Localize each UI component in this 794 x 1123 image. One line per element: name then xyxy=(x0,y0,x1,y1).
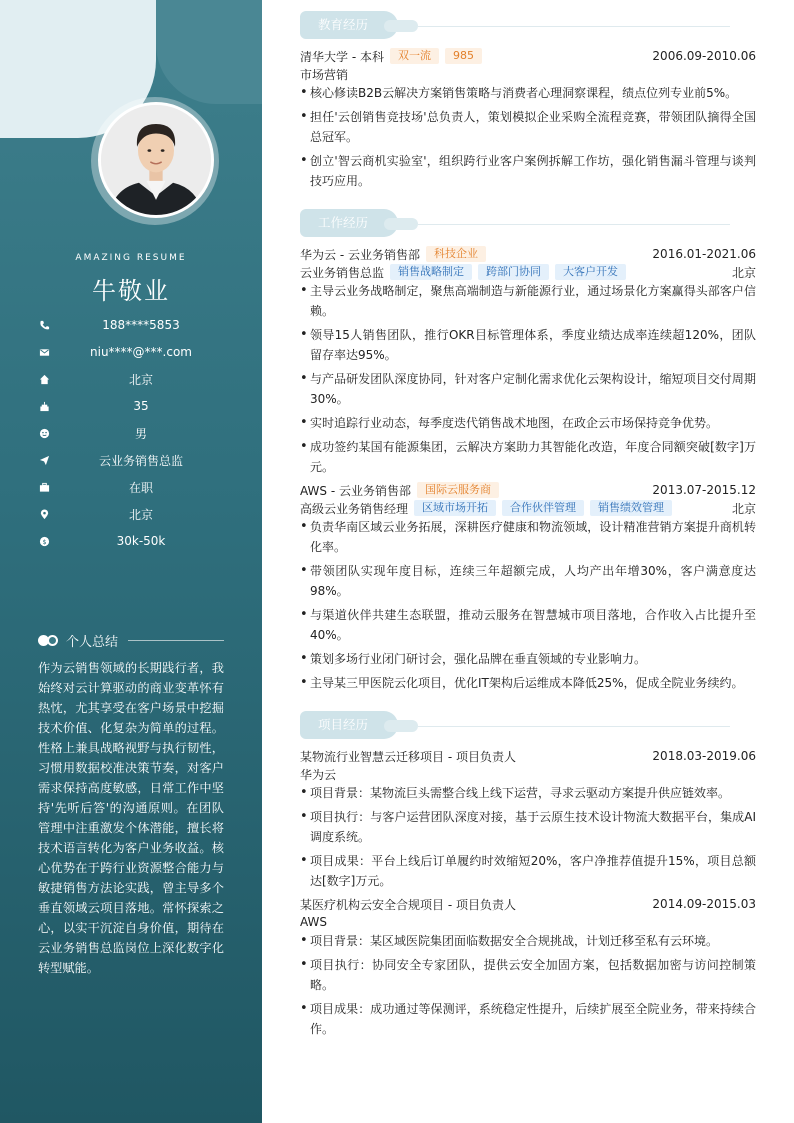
list-item: • 项目执行：与客户运营团队深度对接，基于云原生技术设计物流大数据平台，集成AI调度系统。 xyxy=(300,807,756,847)
company-name: 华为云 - 云业务销售部 xyxy=(300,247,420,262)
contact-salary xyxy=(38,532,228,550)
education-header xyxy=(300,47,756,65)
contact-phone xyxy=(38,316,228,334)
skill-tag: 区域市场开拓 xyxy=(414,500,496,516)
hometown-value: 北京 xyxy=(128,372,153,387)
phone-icon xyxy=(38,319,50,331)
list-item: • 与产品研发团队深度协同，针对客户定制化需求优化云架构设计，缩短项目交付周期30%。 xyxy=(300,369,756,409)
section-title: 项目经历 xyxy=(318,717,369,732)
divider xyxy=(128,640,224,641)
phone-value: 188****5853 xyxy=(102,318,180,332)
contact-location xyxy=(38,505,228,523)
contact-email xyxy=(38,343,228,361)
project-org-row xyxy=(300,765,756,783)
school-name: 清华大学 - 本科 xyxy=(300,49,384,64)
skill-tag: 跨部门协同 xyxy=(478,264,549,280)
candidate-name: 牛敬业 xyxy=(92,277,170,305)
company-name: AWS - 云业务销售部 xyxy=(300,483,411,498)
job-header xyxy=(300,245,756,263)
status-value: 在职 xyxy=(128,480,153,495)
list-item: • 负责华南区域云业务拓展，深耕医疗健康和物流领域，设计精准营销方案提升商机转化率。 xyxy=(300,517,756,557)
section-title: 工作经历 xyxy=(318,215,369,230)
skill-tag: 销售战略制定 xyxy=(390,264,472,280)
list-item: • 实时追踪行业动态，每季度迭代销售战术地图，在政企云市场保持竞争优势。 xyxy=(300,413,756,433)
list-item: • 主导云业务战略制定，聚焦高端制造与新能源行业，通过场景化方案赢得头部客户信赖。 xyxy=(300,281,756,321)
list-item: • 核心修读B2B云解决方案销售策略与消费者心理洞察课程，绩点位列专业前5%。 xyxy=(300,83,756,103)
project-bullets xyxy=(300,783,756,895)
job-city: 北京 xyxy=(731,265,756,280)
section-title: 教育经历 xyxy=(318,17,369,32)
list-item: • 与渠道伙伴共建生态联盟，推动云服务在智慧城市项目落地，合作收入占比提升至40%。 xyxy=(300,605,756,645)
education-major-row xyxy=(300,65,756,83)
list-item: • 创立'智云商机实验室'，组织跨行业客户案例拆解工作坊，强化销售漏斗管理与谈判技巧应用。 xyxy=(300,151,756,191)
list-item: • 成功签约某国有能源集团，云解决方案助力其智能化改造，年度合同额突破[数字]万元。 xyxy=(300,437,756,477)
section-heading-work xyxy=(300,209,730,237)
target-role-value: 云业务销售总监 xyxy=(98,453,183,468)
list-item: • 项目背景：某物流巨头需整合线上线下运营，寻求云驱动方案提升供应链效率。 xyxy=(300,783,756,803)
job-city: 北京 xyxy=(731,501,756,516)
school-tag: 985 xyxy=(445,48,482,64)
project-header xyxy=(300,747,756,765)
job-role: 云业务销售总监 xyxy=(300,265,385,280)
project-period: 2018.03-2019.06 xyxy=(652,749,756,763)
project-org: AWS xyxy=(300,915,328,929)
company-tag: 国际云服务商 xyxy=(417,482,499,498)
svg-text:$: $ xyxy=(41,537,47,546)
summary-text: 作为云销售领域的长期践行者，我始终对云计算驱动的商业变革怀有热忱，尤其享受在客户场景中挖掘技术价值、化复杂为简单的过程。性格上兼具战略视野与执行韧性，习惯用数据校准决策节奏，对客户需求保持高度敏感，日常工作中坚持'先听后答'的沟通原则。在团队管理中注重激发个体潜能，擅长将技术语言转化为客户业务收益。核心优势在于跨行业资源整合能力与敏捷销售方法论实践，曾主导多个垂直领域云项目落地。常怀探索之心，以实干沉淀自身价值，期待在云业务销售总监岗位上深化数字化转型赋能。 xyxy=(38,661,224,975)
education-period: 2006.09-2010.06 xyxy=(652,49,756,63)
job-role-row xyxy=(300,263,756,281)
job-period: 2016.01-2021.06 xyxy=(652,247,756,261)
sidebar xyxy=(0,0,262,1123)
job-period: 2013.07-2015.12 xyxy=(652,483,756,497)
contact-target-role xyxy=(38,451,228,469)
contact-status xyxy=(38,478,228,496)
major: 市场营销 xyxy=(300,67,349,82)
location-value: 北京 xyxy=(128,507,153,522)
summary-title: 个人总结 xyxy=(66,634,119,650)
list-item: • 担任'云创销售竞技场'总负责人，策划模拟企业采购全流程竞赛，带领团队摘得全国总冠军。 xyxy=(300,107,756,147)
location-pin-icon xyxy=(38,508,50,520)
education-bullets xyxy=(300,83,756,195)
skill-tag: 合作伙伴管理 xyxy=(502,500,584,516)
school-tag: 双一流 xyxy=(390,48,439,64)
job-role: 高级云业务销售经理 xyxy=(300,501,409,516)
contact-gender xyxy=(38,424,228,442)
gender-icon xyxy=(38,427,50,439)
salary-icon xyxy=(38,535,50,547)
project-org: 华为云 xyxy=(300,767,337,782)
email-value: niu****@***.com xyxy=(90,345,192,359)
send-icon xyxy=(38,454,50,466)
avatar xyxy=(98,102,214,218)
skill-tag: 大客户开发 xyxy=(555,264,626,280)
list-item: • 主导某三甲医院云化项目，优化IT架构后运维成本降低25%，促成全院业务续约。 xyxy=(300,673,756,693)
briefcase-icon xyxy=(38,481,50,493)
project-name: 某医疗机构云安全合规项目 - 项目负责人 xyxy=(300,897,516,912)
job-role-row xyxy=(300,499,756,517)
home-icon xyxy=(38,373,50,385)
list-item: • 项目背景：某区域医院集团面临数据安全合规挑战，计划迁移至私有云环境。 xyxy=(300,931,756,951)
toggle-dots-icon xyxy=(38,634,60,646)
list-item: • 带领团队实现年度目标，连续三年超额完成，人均产出年增30%，客户满意度达98%。 xyxy=(300,561,756,601)
skill-tag: 销售绩效管理 xyxy=(590,500,672,516)
cake-icon xyxy=(38,400,50,412)
salary-value: 30k-50k xyxy=(116,534,166,548)
list-item: • 项目成果：成功通过等保测评，系统稳定性提升，后续扩展至全院业务，带来持续合作。 xyxy=(300,999,756,1039)
project-name: 某物流行业智慧云迁移项目 - 项目负责人 xyxy=(300,749,516,764)
contact-home xyxy=(38,370,228,388)
company-tag: 科技企业 xyxy=(426,246,486,262)
portrait-photo xyxy=(101,105,211,215)
list-item: • 项目执行：协同安全专家团队，提供云安全加固方案，包括数据加密与访问控制策略。 xyxy=(300,955,756,995)
gender-value: 男 xyxy=(134,426,147,441)
list-item: • 项目成果：平台上线后订单履约时效缩短20%，客户净推荐值提升15%，项目总额达[数字]万元。 xyxy=(300,851,756,891)
job-bullets xyxy=(300,281,756,481)
decorative-shape xyxy=(156,0,262,104)
list-item: • 领导15人销售团队，推行OKR目标管理体系，季度业绩达成率连续超120%，团队留存率达95%。 xyxy=(300,325,756,365)
age-value: 35 xyxy=(133,399,149,413)
mail-icon xyxy=(38,346,50,358)
resume-tagline: AMAZING RESUME xyxy=(75,253,187,263)
section-heading-education xyxy=(300,11,730,39)
project-bullets xyxy=(300,931,756,1043)
project-header xyxy=(300,895,756,913)
project-period: 2014.09-2015.03 xyxy=(652,897,756,911)
summary-heading xyxy=(38,631,224,649)
job-header xyxy=(300,481,756,499)
job-bullets xyxy=(300,517,756,697)
contact-age xyxy=(38,397,228,415)
project-org-row xyxy=(300,913,756,931)
list-item: • 策划多场行业闭门研讨会，强化品牌在垂直领域的专业影响力。 xyxy=(300,649,756,669)
section-heading-projects xyxy=(300,711,730,739)
